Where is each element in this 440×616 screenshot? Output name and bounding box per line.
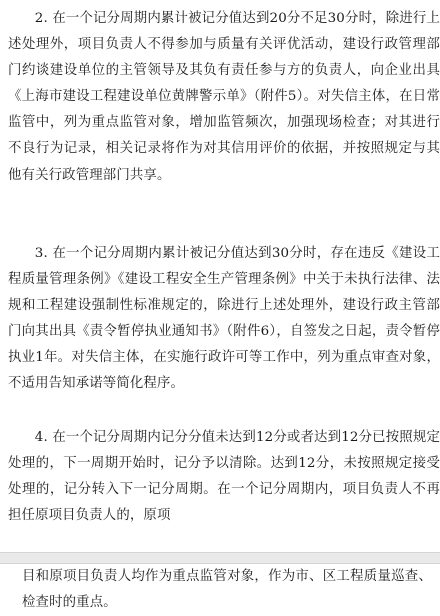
next-document-page	[0, 564, 440, 609]
paragraph-item-3: 3. 在一个记分周期内累计被记分值达到30分时，存在违反《建设工程质量管理条例》《建设工程安全生产管理条例》中关于未执行法律、法规和工程建设强制性标准规定的，除进行上述处理外，建设行政主管部门向其出具《责令暂停执业通知书》（附件6），自签发之日起，责令暂停执业1年。对失信主体，在实施行政许可等工作中，列为重点审查对象，不适用告知承诺等简化程序。	[8, 246, 440, 392]
page-break-divider	[0, 552, 440, 564]
paragraph-continuation: 目和原项目负责人均作为重点监管对象，作为市、区工程质量巡查、检查时的重点。	[22, 569, 432, 611]
paragraph-item-2: 2. 在一个记分周期内累计被记分值达到20分不足30分时，除进行上述处理外，项目负责人不得参加与质量有关评优活动，建设行政管理部门约谈建设单位的主管领导及其负有责任参与方的负责人，向企业出具《上海市建设工程建设单位黄牌警示单》（附件5）。对失信主体，在日常监管中，列为重点监管对象，增加监管频次，加强现场检查；对其进行不良行为记录，相关记录将作为对其信用评价的依据，并按照规定与其他有关行政管理部门共享。	[8, 11, 440, 183]
paragraph-item-4: 4. 在一个记分周期内记分分值未达到12分或者达到12分已按照规定处理的，下一周期开始时，记分予以清除。达到12分，未按照规定接受处理的，记分转入下一记分周期。在一个记分周期内，项目负责人不再担任原项目负责人的，原项	[8, 430, 440, 524]
